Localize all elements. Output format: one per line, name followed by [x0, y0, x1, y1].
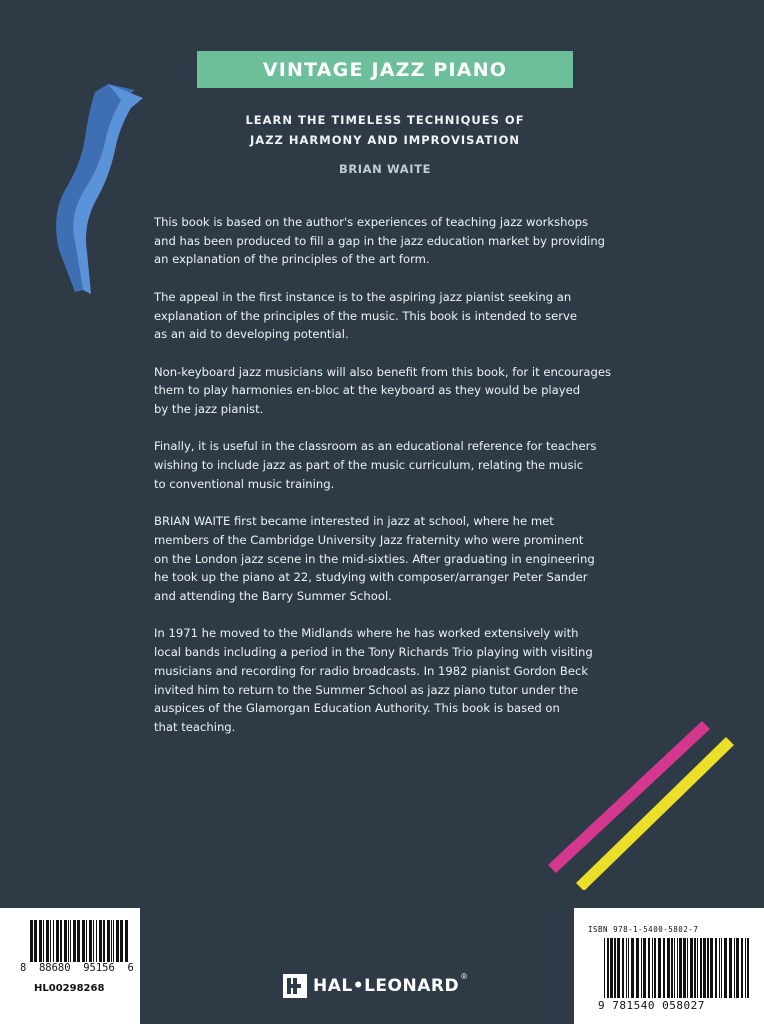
barcode-bar	[610, 938, 613, 998]
barcode-bar	[617, 938, 620, 998]
upc-barcode	[30, 920, 130, 962]
barcode-bar	[96, 920, 97, 962]
subtitle-line: LEARN THE TIMELESS TECHNIQUES OF	[245, 113, 525, 127]
barcode-bar	[747, 938, 749, 998]
barcode-bar	[46, 920, 49, 962]
barcode-bar	[607, 938, 609, 998]
barcode-bar	[658, 938, 661, 998]
barcode-bar	[636, 938, 639, 998]
barcode-bar	[53, 920, 54, 962]
text-line: on the London jazz scene in the mid-sixties. After graduating in engineering	[154, 551, 595, 566]
barcode-bar	[622, 938, 624, 998]
barcode-bar	[70, 920, 71, 962]
barcode-bar	[30, 920, 33, 962]
product-code: HL00298268	[34, 983, 105, 994]
subtitle	[190, 110, 580, 150]
registered-mark: ®	[461, 972, 467, 981]
paragraph	[154, 437, 634, 493]
hal-leonard-logo-icon	[283, 974, 307, 998]
barcode-bar	[113, 920, 114, 962]
barcode-bar	[721, 938, 722, 998]
isbn-barcode	[604, 938, 752, 998]
barcode-bar	[652, 938, 653, 998]
paragraph	[154, 288, 634, 344]
text-line: them to play harmonies en-bloc at the keyboard as they would be played	[154, 383, 581, 398]
text-line: This book is based on the author's experiences of teaching jazz workshops	[154, 215, 588, 229]
text-line: that teaching.	[154, 719, 236, 734]
barcode-bar	[93, 920, 94, 962]
barcode-bar	[116, 920, 119, 962]
barcode-bar	[648, 938, 650, 998]
barcode-bar	[667, 938, 670, 998]
barcode-bar	[614, 938, 616, 998]
barcode-bar	[710, 938, 713, 998]
barcode-bar	[99, 920, 102, 962]
barcode-bar	[643, 938, 646, 998]
text-line: members of the Cambridge University Jazz fraternity who were prominent	[154, 532, 584, 547]
barcode-bar	[89, 920, 92, 962]
text-line: and has been produced to fill a gap in the jazz education market by providing	[154, 233, 606, 248]
barcode-bar	[107, 920, 110, 962]
barcode-bar	[103, 920, 105, 962]
barcode-bar	[703, 938, 706, 998]
barcode-bar	[683, 938, 686, 998]
barcode-bar	[73, 920, 76, 962]
barcode-bar	[111, 920, 112, 962]
barcode-bar	[68, 920, 69, 962]
publisher-name: HAL•LEONARD	[313, 976, 460, 996]
text-line: Non-keyboard jazz musicians will also benefit from this book, for it encourages	[154, 364, 612, 379]
paragraph	[154, 363, 634, 419]
barcode-bar	[125, 920, 128, 962]
barcode-bar	[50, 920, 51, 962]
barcode-bar	[64, 920, 67, 962]
barcode-bar	[719, 938, 720, 998]
barcode-bar	[736, 938, 739, 998]
barcode-bar	[654, 938, 656, 998]
barcode-bar	[77, 920, 80, 962]
text-line: auspices of the Glamorgan Education Authority. This book is based on	[154, 701, 560, 716]
barcode-bar	[39, 920, 42, 962]
isbn-label: ISBN 978-1-5400-5802-7	[588, 925, 699, 934]
text-line: BRIAN WAITE first became interested in jazz at school, where he met	[154, 514, 554, 529]
text-line: he took up the piano at 22, studying with composer/arranger Peter Sander	[154, 570, 588, 585]
barcode-bar	[34, 920, 37, 962]
author-name: BRIAN WAITE	[338, 162, 432, 176]
barcode-bar	[641, 938, 642, 998]
barcode-bar	[671, 938, 673, 998]
barcode-bar	[674, 938, 675, 998]
isbn-barcode-panel	[574, 908, 764, 1024]
barcode-bar	[663, 938, 665, 998]
subtitle-line: JAZZ HARMONY AND IMPROVISATION	[250, 133, 520, 147]
text-line: musicians and recording for radio broadcasts. In 1982 pianist Gordon Beck	[154, 663, 589, 678]
barcode-bar	[741, 938, 743, 998]
paragraph	[154, 213, 634, 269]
barcode-bar	[43, 920, 44, 962]
text-line: wishing to include jazz as part of the music curriculum, relating the music	[154, 458, 584, 473]
description	[154, 213, 634, 755]
publisher-logo	[283, 972, 467, 1000]
barcode-bar	[679, 938, 682, 998]
barcode-bar	[631, 938, 634, 998]
barcode-bar	[86, 920, 87, 962]
text-line: by the jazz pianist.	[154, 402, 264, 416]
barcode-bar	[715, 938, 717, 998]
barcode-bar	[734, 938, 735, 998]
barcode-bar	[729, 938, 732, 998]
blue-ribbon-decoration	[45, 80, 150, 300]
barcode-bar	[120, 920, 123, 962]
barcode-bar	[82, 920, 85, 962]
barcode-bar	[60, 920, 62, 962]
barcode-bar	[697, 938, 698, 998]
barcode-bar	[724, 938, 727, 998]
text-line: In 1971 he moved to the Midlands where he has worked extensively with	[154, 626, 579, 641]
barcode-bar	[707, 938, 709, 998]
barcode-bar	[745, 938, 746, 998]
text-line: to conventional music training.	[154, 476, 335, 491]
barcode-bar	[687, 938, 688, 998]
barcode-bar	[56, 920, 59, 962]
barcode-bar	[604, 938, 605, 998]
text-line: The appeal in the first instance is to the aspiring jazz pianist seeking an	[154, 289, 572, 304]
barcode-bar	[628, 938, 629, 998]
barcode-bar	[677, 938, 678, 998]
barcode-bar	[690, 938, 693, 998]
isbn-digits: 9 781540 058027	[598, 999, 705, 1012]
text-line: local bands including a period in the Tony Richards Trio playing with visiting	[154, 645, 593, 660]
upc-barcode-panel	[0, 908, 140, 1024]
text-line: invited him to return to the Summer School as jazz piano tutor under the	[154, 682, 578, 697]
text-line: and attending the Barry Summer School.	[154, 589, 392, 603]
upc-digits: 8 88680 95156 6	[20, 962, 134, 974]
diagonal-stripes-decoration	[540, 715, 740, 890]
text-line: Finally, it is useful in the classroom as an educational reference for teachers	[154, 439, 597, 454]
barcode-bar	[694, 938, 696, 998]
text-line: as an aid to developing potential.	[154, 327, 349, 342]
book-title: VINTAGE JAZZ PIANO	[262, 58, 508, 81]
paragraph	[154, 512, 634, 606]
barcode-bar	[626, 938, 627, 998]
title-banner	[197, 51, 573, 88]
text-line: explanation of the principles of the music. This book is intended to serve	[154, 308, 578, 323]
barcode-bar	[700, 938, 702, 998]
text-line: an explanation of the principles of the art form.	[154, 252, 430, 267]
